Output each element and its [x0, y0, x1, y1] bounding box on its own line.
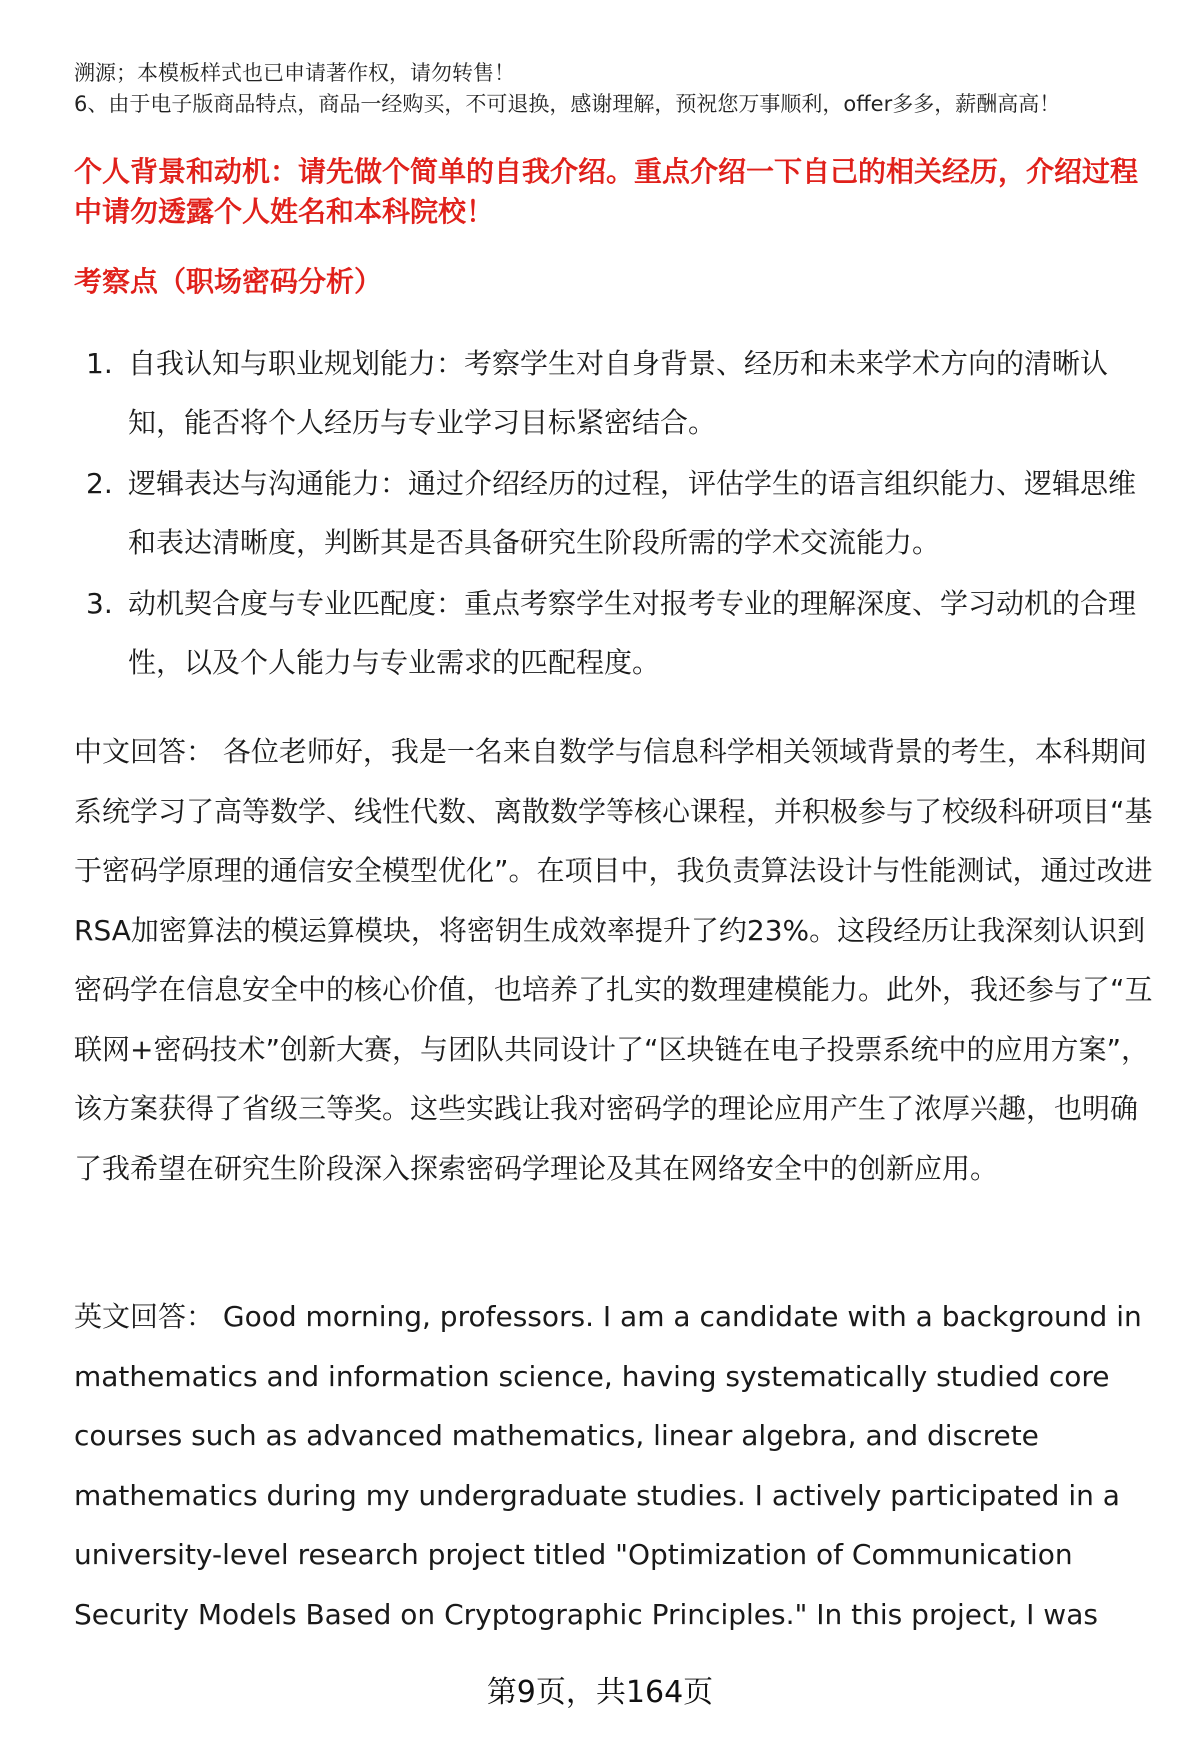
key-point-item	[86, 574, 1156, 692]
notice-line-2: 6、由于电子版商品特点，商品一经购买，不可退换，感谢理解，预祝您万事顺利，offer多多，薪酬高高！	[74, 92, 1061, 116]
key-points-list	[86, 334, 1156, 694]
chinese-answer: 中文回答： 各位老师好，我是一名来自数学与信息科学相关领域背景的考生，本科期间系统学习了高等数学、线性代数、离散数学等核心课程，并积极参与了校级科研项目“基于密码学原理的通信安全模型优化”。在项目中，我负责算法设计与性能测试，通过改进RSA加密算法的模运算模块，将密钥生成效率提升了约23%。这段经历让我深刻认识到密码学在信息安全中的核心价值，也培养了扎实的数理建模能力。此外，我还参与了“互联网+密码技术”创新大赛，与团队共同设计了“区块链在电子投票系统中的应用方案”，该方案获得了省级三等奖。这些实践让我对密码学的理论应用产生了浓厚兴趣，也明确了我希望在研究生阶段深入探索密码学理论及其在网络安全中的创新应用。	[74, 735, 1153, 1185]
purchase-notice	[74, 58, 1144, 120]
key-point-number: 3.	[86, 587, 113, 620]
key-points-title: 考察点（职场密码分析）	[74, 265, 383, 298]
key-point-item	[86, 454, 1156, 572]
key-point-text: 动机契合度与专业匹配度：重点考察学生对报考专业的理解深度、学习动机的合理性，以及个人能力与专业需求的匹配程度。	[128, 587, 1137, 679]
key-point-text: 自我认知与职业规划能力：考察学生对自身背景、经历和未来学术方向的清晰认知，能否将个人经历与专业学习目标紧密结合。	[128, 347, 1109, 439]
interview-question: 个人背景和动机：请先做个简单的自我介绍。重点介绍一下自己的相关经历，介绍过程中请勿透露个人姓名和本科院校！	[74, 155, 1139, 228]
notice-line-1: 溯源；本模板样式也已申请著作权，请勿转售！	[74, 61, 515, 85]
key-point-text: 逻辑表达与沟通能力：通过介绍经历的过程，评估学生的语言组织能力、逻辑思维和表达清晰度，判断其是否具备研究生阶段所需的学术交流能力。	[128, 467, 1137, 559]
english-answer: 英文回答： Good morning, professors. I am a candidate with a background in mathematics and information science, having systematically studied core courses such as advanced mathematics, linear algebra, and discrete mathematics during my undergraduate studies. I actively participated in a university-level research project titled "Optimization of Communication Security Models Based on Cryptographic Principles." In this project, I was	[74, 1300, 1142, 1631]
key-point-item	[86, 334, 1156, 452]
page-number: 第9页，共164页	[486, 1675, 714, 1710]
key-point-number: 2.	[86, 467, 113, 500]
key-point-number: 1.	[86, 347, 113, 380]
